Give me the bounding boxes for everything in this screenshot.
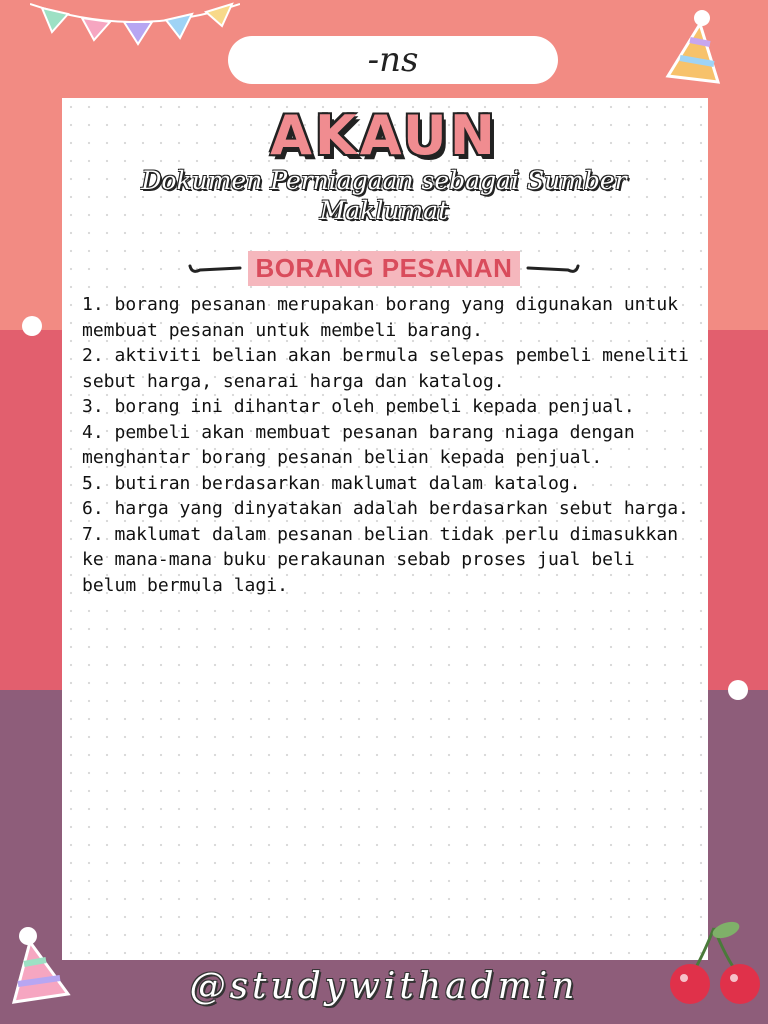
decor-dot: [728, 680, 748, 700]
section-label: BORANG PESANAN: [248, 251, 521, 286]
list-item: 4. pembeli akan membuat pesanan barang niaga dengan menghantar borang pesanan belian kepada penjual.: [82, 421, 635, 468]
right-swash-icon: [526, 258, 582, 278]
list-item: 3. borang ini dihantar oleh pembeli kepada penjual.: [82, 396, 635, 417]
list-item: 2. aktiviti belian akan bermula selepas pembeli meneliti sebut harga, senarai harga dan katalog.: [82, 345, 689, 392]
left-swash-icon: [186, 258, 242, 278]
list-item: 1. borang pesanan merupakan borang yang digunakan untuk membuat pesanan untuk membeli barang.: [82, 294, 679, 341]
page-subtitle: Dokumen Perniagaan sebagai Sumber Maklumat: [141, 166, 627, 225]
bunting-garland-icon: [30, 0, 240, 60]
list-item: 5. butiran berdasarkan maklumat dalam katalog.: [82, 472, 581, 494]
decor-dot: [22, 316, 42, 336]
list-item: 6. harga yang dinyatakan adalah berdasarkan sebut harga.: [82, 498, 689, 519]
section-heading: [184, 250, 584, 286]
cherry-icon: [664, 918, 764, 1008]
signature-pill: [228, 36, 558, 84]
list-item: 7. maklumat dalam pesanan belian tidak perlu dimasukkan ke mana-mana buku perakaunan sebab proses jual beli belum bermula lagi.: [82, 523, 679, 596]
party-hat-icon: [660, 8, 724, 88]
notes-list: [82, 292, 692, 598]
footer-handle: @studywithadmin: [189, 966, 579, 1007]
signature-text: -ns: [367, 40, 419, 80]
page-title: AKAUN: [270, 104, 498, 167]
